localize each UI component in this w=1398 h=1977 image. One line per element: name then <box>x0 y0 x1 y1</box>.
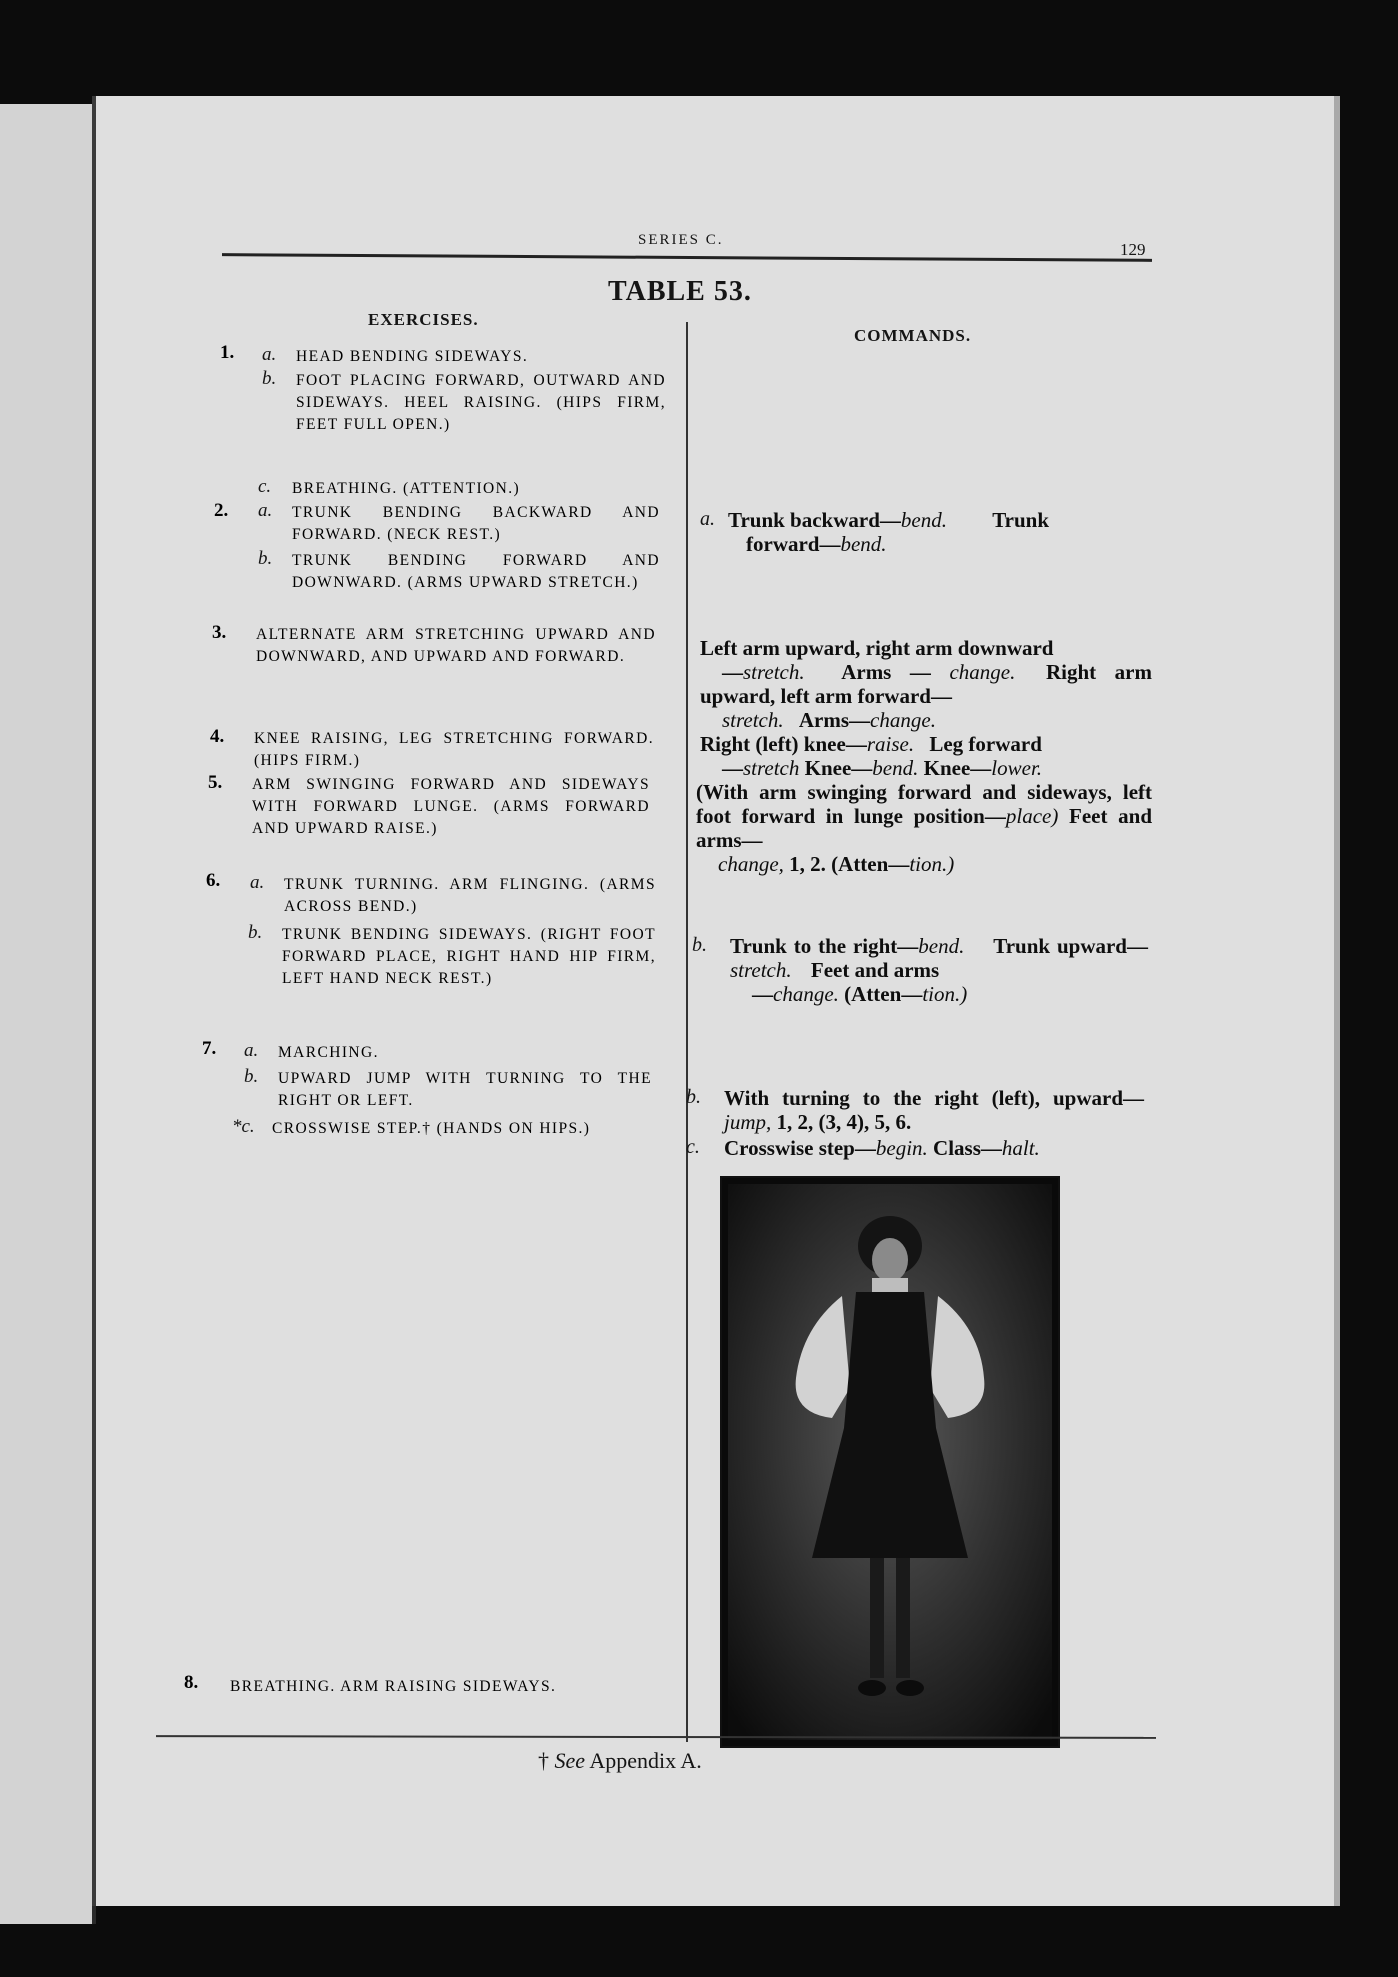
commands-heading: COMMANDS. <box>854 326 972 345</box>
exercise-2b: TRUNK BENDING FORWARD AND DOWNWARD. (ARMS UPWARD STRETCH.) <box>292 552 660 591</box>
footnote-rule <box>156 1735 1156 1739</box>
command-2a: Trunk backward—bend. Trunk forward—bend. <box>728 508 1050 556</box>
exercise-label-1b: b. <box>262 368 277 389</box>
exercise-1b: FOOT PLACING FORWARD, OUTWARD AND SIDEWAYS. HEEL RAISING. (HIPS FIRM, FEET FULL OPEN.) <box>296 372 666 433</box>
table-title: TABLE 53. <box>608 276 752 307</box>
command-7c: Crosswise step—begin. Class—halt. <box>724 1136 1040 1160</box>
exercise-label-6a: a. <box>250 872 265 893</box>
exercise-5: ARM SWINGING FORWARD AND SIDEWAYS WITH FORWARD LUNGE. (ARMS FORWARD AND UPWARD RAISE.) <box>252 776 650 837</box>
woman-in-gym-tunic-figure <box>722 1178 1058 1746</box>
exercise-label-1a: a. <box>262 344 277 365</box>
exercise-6b: TRUNK BENDING SIDEWAYS. (RIGHT FOOT FORWARD PLACE, RIGHT HAND HIP FIRM, LEFT HAND NECK REST.) <box>282 926 656 987</box>
exercise-number-4: 4. <box>210 726 225 747</box>
exercise-7a: MARCHING. <box>278 1044 379 1061</box>
exercises-heading: EXERCISES. <box>368 310 479 329</box>
exercise-number-7: 7. <box>202 1038 217 1059</box>
command-label-7c: c. <box>686 1136 700 1158</box>
header-rule <box>222 253 1152 262</box>
command-7b: With turning to the right (left), upward—jump, 1, 2, (3, 4), 5, 6. <box>724 1086 1144 1134</box>
exercise-1c: BREATHING. (ATTENTION.) <box>292 480 521 497</box>
exercise-photograph <box>720 1176 1060 1748</box>
command-5: (With arm swinging forward and sideways, left foot forward in lunge position—place) Feet and arms— change, 1, 2. (Atten—tion.) <box>696 780 1153 876</box>
exercise-label-1c: c. <box>258 476 272 497</box>
book-page <box>96 96 1334 1906</box>
command-3: Left arm upward, right arm downward —stretch. Arms — change. Right arm upward, left arm forward— stretch. Arms—change. <box>700 636 1152 732</box>
command-6b: Trunk to the right—bend. Trunk upward—stretch. Feet and arms —change. (Atten—tion.) <box>730 934 1148 1006</box>
exercise-label-7b: b. <box>244 1066 259 1087</box>
page-number: 129 <box>1120 240 1146 259</box>
command-label-2a: a. <box>700 508 715 530</box>
exercise-number-3: 3. <box>212 622 227 643</box>
command-label-7b: b. <box>686 1086 701 1108</box>
exercise-number-1: 1. <box>220 342 235 363</box>
exercise-6a: TRUNK TURNING. ARM FLINGING. (ARMS ACROSS BEND.) <box>284 876 656 915</box>
exercise-1a: HEAD BENDING SIDEWAYS. <box>296 348 529 365</box>
running-header: SERIES C. <box>638 232 724 248</box>
exercise-label-2b: b. <box>258 548 273 569</box>
exercise-number-8: 8. <box>184 1672 199 1693</box>
exercise-label-2a: a. <box>258 500 273 521</box>
exercise-label-7a: a. <box>244 1040 259 1061</box>
exercise-7b: UPWARD JUMP WITH TURNING TO THE RIGHT OR LEFT. <box>278 1070 652 1109</box>
exercise-8: BREATHING. ARM RAISING SIDEWAYS. <box>230 1678 557 1695</box>
command-4: Right (left) knee—raise. Leg forward —stretch Knee—bend. Knee—lower. <box>700 732 1043 780</box>
exercise-2a: TRUNK BENDING BACKWARD AND FORWARD. (NECK REST.) <box>292 504 660 543</box>
exercise-4: KNEE RAISING, LEG STRETCHING FORWARD. (HIPS FIRM.) <box>254 730 654 769</box>
exercise-number-2: 2. <box>214 500 229 521</box>
exercise-3: ALTERNATE ARM STRETCHING UPWARD AND DOWNWARD, AND UPWARD AND FORWARD. <box>256 626 656 665</box>
dagger-mark: † <box>538 1748 549 1773</box>
command-label-6b: b. <box>692 934 707 956</box>
exercise-label-6b: b. <box>248 922 263 943</box>
exercise-number-5: 5. <box>208 772 223 793</box>
footnote: † See Appendix A. <box>538 1748 702 1773</box>
exercise-label-7c: *c. <box>232 1116 255 1137</box>
exercise-7c: CROSSWISE STEP.† (HANDS ON HIPS.) <box>272 1120 591 1137</box>
exercise-number-6: 6. <box>206 870 221 891</box>
column-divider <box>686 322 688 1742</box>
facing-page-edge <box>0 104 96 1924</box>
